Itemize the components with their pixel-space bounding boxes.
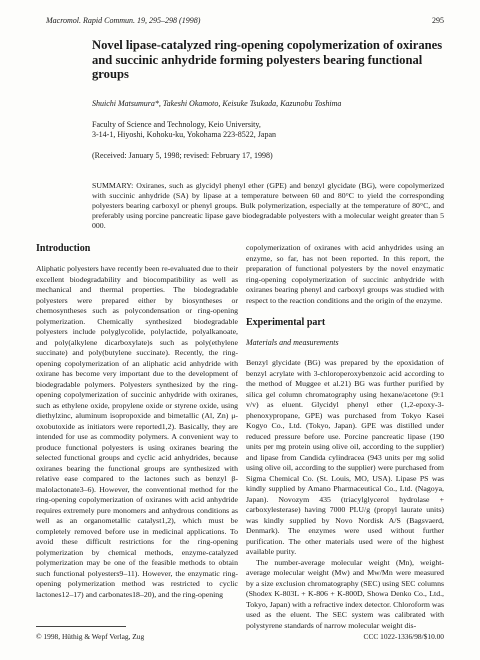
affiliation-line-1: Faculty of Science and Technology, Keio University,: [92, 120, 261, 129]
introduction-heading: Introduction: [36, 243, 91, 254]
received-dates: (Received: January 5, 1998; revised: February 17, 1998): [92, 151, 273, 160]
copyright-notice: © 1998, Hüthig & Wepf Verlag, Zug: [36, 632, 145, 641]
page-footer: [36, 632, 444, 641]
affiliation: [92, 120, 276, 140]
footer-rule: [36, 626, 126, 627]
page-number: 295: [432, 16, 444, 25]
introduction-paragraph-2: copolymerization of oxiranes with acid anhydrides using an enzyme, so far, has not been reported. In this report, the preparation of functional polyesters by the novel enzymatic ring-opening copolymerization of succinic anhydride with oxiranes bearing phenyl and carboxyl groups was studied with respect to the reaction conditions and the origin of the enzyme.: [246, 243, 444, 305]
left-column: [36, 243, 238, 600]
affiliation-line-2: 3-14-1, Hiyoshi, Kohoku-ku, Yokohama 223-8522, Japan: [92, 130, 276, 139]
introduction-paragraph-1: Aliphatic polyesters have recently been re-evaluated due to their excellent biodegradability and biocompatibility as well as mechanical and thermal properties. The biodegradable polyesters were prepared either by biosyntheses or chemosyntheses such as polycondensation or ring-opening polymerization. Chemically synthesized biodegradable polyesters include polyglycolide, polylactide, polyalkanoate, and poly(alkylene dicarboxylate)s such as poly(ethylene succinate) and poly(butylene succinate). Recently, the ring-opening copolymerization of an aliphatic acid anhydride with oxirane has become very important due to the development of biodegradable polymers. Polyesters synthesized by the ring-opening copolymerization of succinic anhydride with oxiranes, such as ethylene oxide, propylene oxide or styrene oxide, using diethylzinc, aluminum isopropoxide and bimetallic (Al, Zn) μ-oxobutoxide as initiators were reported1,2). Basically, they are intended for use as commodity polymers. A convenient way to produce functional polyesters is using oxiranes bearing the selected functional groups and cyclic acid anhydrides, because oxiranes bearing the functional groups are synthesized with relative ease compared to the lactones such as benzyl β-malolactonate3–6). However, the conventional method for the ring-opening copolymerization of oxiranes with acid anhydride requires extremely pure monomers and anhydrous conditions as well as an organometallic catalyst1,2), which must be completely removed before use in medicinal applications. To avoid these difficult restrictions for the ring-opening polymerization by chemical methods, enzyme-catalyzed polymerization may be one of the feasible methods to obtain such functional polyesters9–11). However, the enzymatic ring-opening polymerization method was restricted to cyclic lactones12–17) and carbonates18–20), and the ring-opening: [36, 264, 238, 599]
right-column: [246, 243, 444, 631]
materials-paragraph-1: Benzyl glycidate (BG) was prepared by the epoxidation of benzyl acrylate with 3-chloroperoxybenzoic acid according to the method of Muggee et al.21) BG was further purified by silica gel column chromatography using hexane/acetone (9:1 v/v) as eluent. Glycidyl phenyl ether (1,2-epoxy-3-phenoxypropane, GPE) was purchased from Tokyo Kasei Kogyo Co., Ltd. (Tokyo, Japan). GPE was distilled under reduced pressure before use. Porcine pancreatic lipase (190 units per mg protein using olive oil, according to the supplier) and lipase from Candida cylindracea (943 units per mg solid using olive oil, according to the supplier) were purchased from Sigma Chemical Co. (St. Louis, MO, USA). Lipase PS was kindly supplied by Amano Pharmaceutical Co., Ltd. (Nagoya, Japan). Novozym 435 (triacylglycerol hydrolase + carboxylesterase) having 7000 PLU/g (propyl laurate units) was kindly supplied by Novo Nordisk A/S (Bagsvaerd, Denmark). The enzymes were used without further purification. The other materials used were of the highest available purity.: [246, 358, 444, 556]
article-title: Novel lipase-catalyzed ring-opening copolymerization of oxiranes and succinic anhydride forming polyesters bearing functional groups: [92, 38, 443, 81]
running-header: [46, 16, 444, 25]
summary-abstract: SUMMARY: Oxiranes, such as glycidyl phenyl ether (GPE) and benzyl glycidate (BG), were copolymerized with succinic anhydride (SA) by lipase at a temperature between 60 and 80°C to yield the corresponding polyesters bearing carboxyl or phenyl groups. Bulk polymerization, especially at the temperature of 80°C, and preferably using porcine pancreatic lipase gave biodegradable polyesters with a molecular weight greater than 5 000.: [92, 181, 444, 231]
journal-citation: Macromol. Rapid Commun. 19, 295–298 (1998): [46, 16, 201, 25]
author-list: Shuichi Matsumura*, Takeshi Okamoto, Keisuke Tsukada, Kazunobu Toshima: [92, 99, 342, 108]
ccc-code: CCC 1022-1336/98/$10.00: [363, 632, 444, 641]
materials-subheading: Materials and measurements: [246, 338, 339, 347]
experimental-heading: Experimental part: [246, 317, 326, 328]
materials-paragraph-2: The number-average molecular weight (Mn), weight-average molecular weight (Mw) and Mw/Mn were measured by a size exclusion chromatography (SEC) using SEC columns (Shodex K-803L + K-806 + K-800D, Showa Denko Co., Ltd., Tokyo, Japan) with a refractive index detector. Chloroform was used as the eluent. The SEC system was calibrated with polystyrene standards of narrow molecular weight dis-: [246, 557, 444, 630]
